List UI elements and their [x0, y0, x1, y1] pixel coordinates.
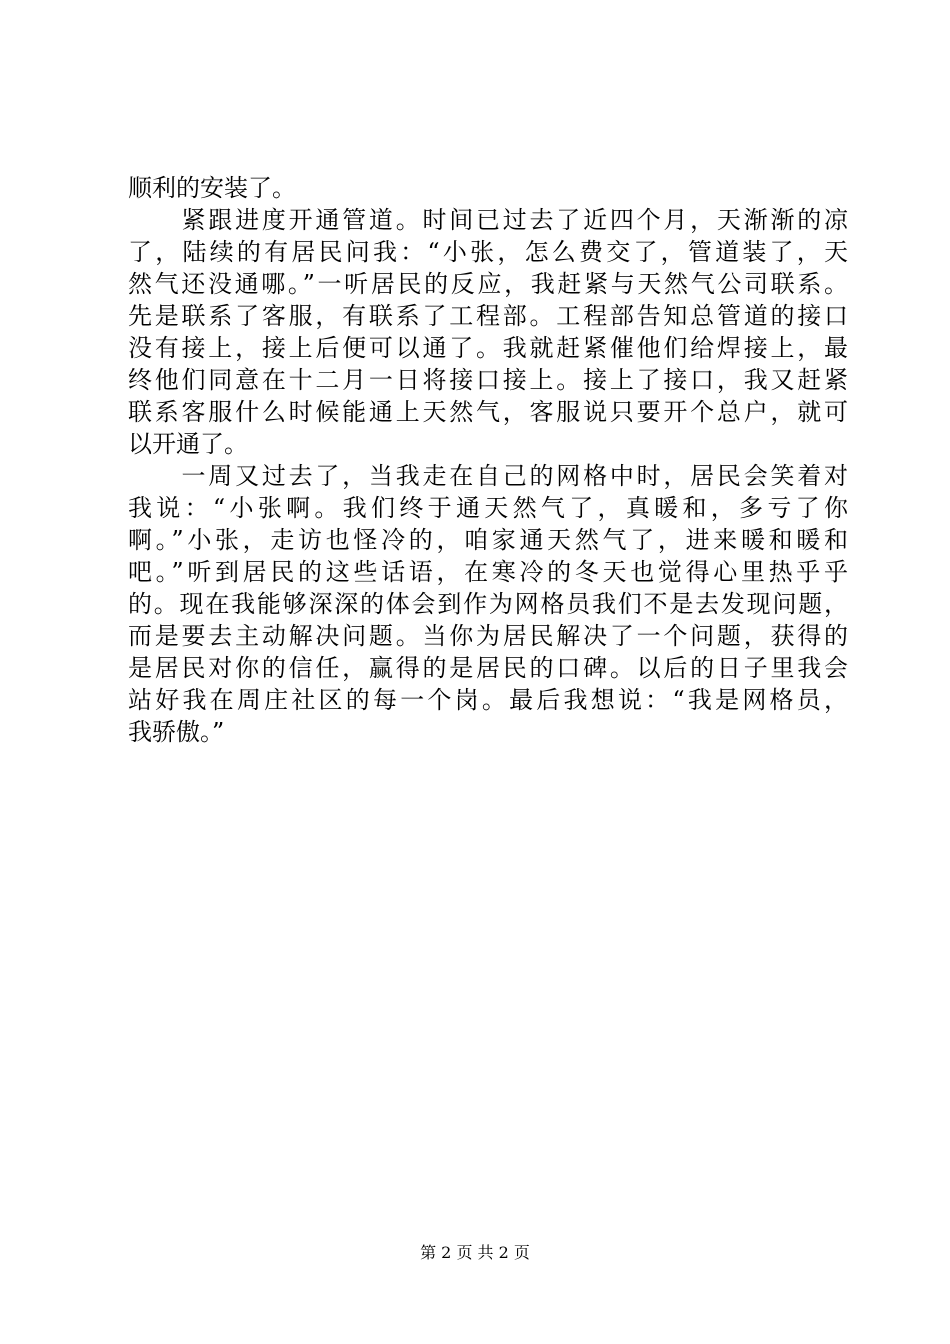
text-line: 吧。”听到居民的这些话语，在寒冷的冬天也觉得心里热乎乎 — [128, 558, 848, 586]
text-line: 我说：“小张啊。我们终于通天然气了，真暖和，多亏了你 — [128, 494, 848, 522]
text-line: 我骄傲。” — [128, 718, 225, 746]
text-line: 了，陆续的有居民问我：“小张，怎么费交了，管道装了，天 — [128, 238, 848, 266]
text-line: 以开通了。 — [128, 430, 248, 458]
body-text — [128, 172, 848, 748]
text-line: 联系客服什么时候能通上天然气，客服说只要开个总户，就可 — [128, 398, 848, 426]
text-line: 紧跟进度开通管道。时间已过去了近四个月，天渐渐的凉 — [128, 206, 848, 234]
text-line: 站好我在周庄社区的每一个岗。最后我想说：“我是网格员， — [128, 686, 848, 714]
page-number-label: 第 2 页 共 2 页 — [420, 1243, 530, 1262]
text-line: 顺利的安装了。 — [128, 174, 296, 202]
text-line: 然气还没通哪。”一听居民的反应，我赶紧与天然气公司联系。 — [128, 270, 848, 298]
page-footer — [0, 1243, 950, 1263]
text-line: 是居民对你的信任，赢得的是居民的口碑。以后的日子里我会 — [128, 654, 848, 682]
text-line: 的。现在我能够深深的体会到作为网格员我们不是去发现问题， — [128, 590, 848, 618]
text-line: 终他们同意在十二月一日将接口接上。接上了接口，我又赶紧 — [128, 366, 848, 394]
text-line: 没有接上，接上后便可以通了。我就赶紧催他们给焊接上，最 — [128, 334, 848, 362]
text-line: 一周又过去了，当我走在自己的网格中时，居民会笑着对 — [128, 462, 848, 490]
text-line: 而是要去主动解决问题。当你为居民解决了一个问题，获得的 — [128, 622, 848, 650]
text-line: 先是联系了客服，有联系了工程部。工程部告知总管道的接口 — [128, 302, 848, 330]
text-line: 啊。”小张，走访也怪冷的，咱家通天然气了，进来暖和暖和 — [128, 526, 848, 554]
